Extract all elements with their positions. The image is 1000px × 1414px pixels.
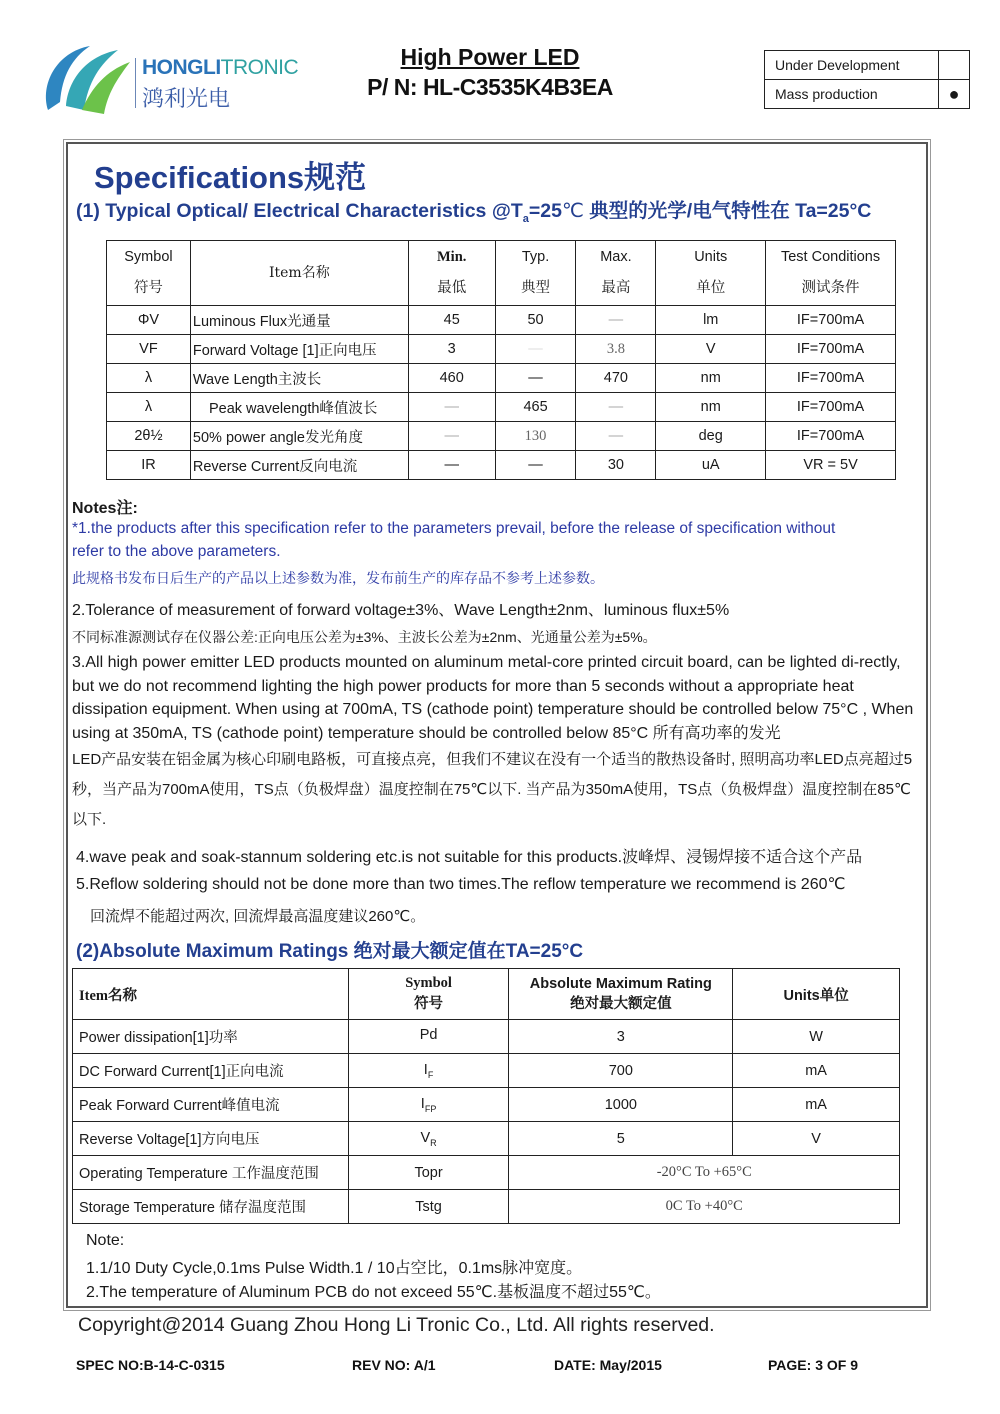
col-symbol: Symbol 符号	[107, 241, 191, 306]
footer-spec-no: SPEC NO:B-14-C-0315	[76, 1357, 225, 1373]
table-row	[73, 1122, 900, 1156]
cell-typ: —	[495, 335, 576, 364]
cell-item: Reverse Current反向电流	[190, 451, 408, 480]
table-row	[73, 1156, 900, 1190]
section1-title: (1) Typical Optical/ Electrical Characteristics $@T_a=25℃$ 典型的光学/电气特性在 Ta=25°C	[76, 200, 872, 225]
cell-cond: IF=700mA	[766, 393, 896, 422]
ratings-note-1: 1.1/10 Duty Cycle,0.1ms Pulse Width.1 / 10占空比，0.1ms脉冲宽度。	[86, 1260, 583, 1277]
table-row	[107, 306, 896, 335]
note1-cn: 此规格书发布日后生产的产品以上述参数为准，发布前生产的库存品不参考上述参数。	[72, 570, 604, 586]
cell-units: nm	[656, 393, 766, 422]
table-row	[107, 364, 896, 393]
cell-rating: 1000	[509, 1088, 733, 1122]
ratings-note-2: 2.The temperature of Aluminum PCB do not exceed 55℃.基板温度不超过55℃。	[86, 1284, 661, 1301]
cell-max: 470	[576, 364, 656, 393]
cell-symbol: Tstg	[348, 1190, 509, 1224]
cell-units: deg	[656, 422, 766, 451]
cell-units: uA	[656, 451, 766, 480]
note2-cn: 不同标准源测试存在仪器公差:正向电压公差为±3%、主波长公差为±2nm、光通量公差为±5%。	[72, 629, 657, 645]
table-row	[73, 1054, 900, 1088]
cell-units: W	[733, 1020, 900, 1054]
logo-emblem-icon	[38, 40, 134, 124]
status-row	[765, 80, 970, 109]
cell-item: Storage Temperature 储存温度范围	[73, 1190, 349, 1224]
cell-units: mA	[733, 1054, 900, 1088]
cell-units: V	[733, 1122, 900, 1156]
cell-units: nm	[656, 364, 766, 393]
cell-min: —	[408, 451, 495, 480]
table-row	[73, 1020, 900, 1054]
col-conditions: Test Conditions 测试条件	[766, 241, 896, 306]
cell-symbol: $I_{FP}$	[348, 1088, 509, 1122]
cell-max: 3.8	[576, 335, 656, 364]
table-row	[107, 393, 896, 422]
col-symbol: Symbol 符号	[348, 969, 509, 1020]
note1-line2: refer to the above parameters.	[72, 543, 281, 560]
status-mark-filled: ●	[939, 80, 970, 109]
col-item: Item名称	[190, 241, 408, 306]
cell-item: Peak wavelength峰值波长	[190, 393, 408, 422]
note1-line1: *1.the products after this specification refer to the parameters prevail, before the release of specification without	[72, 520, 836, 537]
part-number: P/ N: HL-C3535K4B3EA	[367, 74, 613, 100]
cell-max: —	[576, 306, 656, 335]
cell-item: Reverse Voltage[1]方向电压	[73, 1122, 349, 1156]
cell-typ: 50	[495, 306, 576, 335]
table-row	[107, 451, 896, 480]
cell-units: mA	[733, 1088, 900, 1122]
notes-heading: Notes注:	[72, 500, 138, 517]
cell-min: —	[408, 393, 495, 422]
cell-min: 45	[408, 306, 495, 335]
footer-date: DATE: May/2015	[554, 1357, 662, 1373]
note5-cn: 回流焊不能超过两次, 回流焊最高温度建议260℃。	[90, 908, 426, 925]
doc-title: High Power LED	[400, 44, 580, 70]
cell-symbol: Pd	[348, 1020, 509, 1054]
cell-typ: —	[495, 451, 576, 480]
col-typ: Typ. 典型	[495, 241, 576, 306]
status-row	[765, 51, 970, 80]
optical-characteristics-table	[106, 240, 896, 480]
note5: 5.Reflow soldering should not be done more than two times.The reflow temperature we recommend is 260℃	[76, 876, 846, 893]
cell-max: —	[576, 422, 656, 451]
col-max: Max. 最高	[576, 241, 656, 306]
cell-rating: 0C To +40°C	[509, 1190, 900, 1224]
cell-units: V	[656, 335, 766, 364]
cell-min: —	[408, 422, 495, 451]
cell-units: lm	[656, 306, 766, 335]
cell-item: DC Forward Current[1]正向电流	[73, 1054, 349, 1088]
cell-rating: 700	[509, 1054, 733, 1088]
cell-item: 50% power angle发光角度	[190, 422, 408, 451]
table-row	[107, 335, 896, 364]
cell-typ: —	[495, 364, 576, 393]
cell-cond: IF=700mA	[766, 335, 896, 364]
cell-symbol: $V_R$	[348, 1122, 509, 1156]
note3: 3.All high power emitter LED products mounted on aluminum metal-core printed circuit board, can be lighted di-rectly, but we do not recommend lighting the high power products for more than 5 seconds without a appropriate heat dissipation equipment. When using at 700mA, TS (cathode point) temperature should be controlled below 75°C , When using at 350mA, TS (cathode point) temperature should be controlled below 85°C 所有高功率的发光 LED产品安装在铝金属为核心印刷电路板，可直接点亮，但我们不建议在没有一个适当的散热设备时, 照明高功率LED点亮超过5秒，当产品为700mA使用，TS点（负极焊盘）温度控制在75℃以下. 当产品为350mA使用，TS点（负极焊盘）温度控制在85℃以下.	[72, 651, 920, 835]
cell-item: Luminous Flux光通量	[190, 306, 408, 335]
table-header-row	[73, 969, 900, 1020]
cell-symbol: λ	[107, 393, 191, 422]
col-units: Units单位	[733, 969, 900, 1020]
page-title: Specifications规范	[94, 160, 367, 195]
table-row	[73, 1088, 900, 1122]
col-rating: Absolute Maximum Rating 绝对最大额定值	[509, 969, 733, 1020]
status-label: Mass production	[765, 80, 939, 109]
cell-rating: 5	[509, 1122, 733, 1156]
section2-title: (2)Absolute Maximum Ratings 绝对最大额定值在TA=25°C	[76, 941, 584, 962]
col-units: Units 单位	[656, 241, 766, 306]
table-row	[73, 1190, 900, 1224]
cell-symbol: 2θ½	[107, 422, 191, 451]
cell-rating: 3	[509, 1020, 733, 1054]
note4: 4.wave peak and soak-stannum soldering etc.is not suitable for this products.波峰焊、浸锡焊接不适合这个产品	[76, 849, 863, 866]
absolute-max-ratings-table	[72, 968, 900, 1224]
cell-item: Forward Voltage [1]正向电压	[190, 335, 408, 364]
status-label: Under Development	[765, 51, 939, 80]
col-min: Min. 最低	[408, 241, 495, 306]
cell-symbol: VF	[107, 335, 191, 364]
status-mark	[939, 51, 970, 80]
cell-symbol: $I_F$	[348, 1054, 509, 1088]
company-logo	[38, 40, 308, 120]
cell-item: Operating Temperature 工作温度范围	[73, 1156, 349, 1190]
cell-max: 30	[576, 451, 656, 480]
ratings-note-heading: Note:	[86, 1232, 125, 1249]
cell-typ: 465	[495, 393, 576, 422]
cell-symbol: λ	[107, 364, 191, 393]
copyright: Copyright@2014 Guang Zhou Hong Li Tronic Co., Ltd. All rights reserved.	[78, 1314, 715, 1336]
cell-min: 460	[408, 364, 495, 393]
cell-item: Peak Forward Current峰值电流	[73, 1088, 349, 1122]
cell-symbol: Topr	[348, 1156, 509, 1190]
cell-typ: 130	[495, 422, 576, 451]
note2: 2.Tolerance of measurement of forward voltage±3%、Wave Length±2nm、luminous flux±5%	[72, 602, 730, 619]
cell-item: Wave Length主波长	[190, 364, 408, 393]
footer-rev-no: REV NO: A/1	[352, 1357, 436, 1373]
cell-symbol: IR	[107, 451, 191, 480]
cell-cond: VR = 5V	[766, 451, 896, 480]
cell-cond: IF=700mA	[766, 364, 896, 393]
cell-min: 3	[408, 335, 495, 364]
footer-page: PAGE: 3 OF 9	[768, 1357, 858, 1373]
cell-max: —	[576, 393, 656, 422]
cell-item: Power dissipation[1]功率	[73, 1020, 349, 1054]
logo-text-en: HONGLITRONIC	[142, 56, 299, 79]
table-row	[107, 422, 896, 451]
production-status-table	[764, 50, 970, 109]
cell-cond: IF=700mA	[766, 306, 896, 335]
cell-symbol: ΦV	[107, 306, 191, 335]
table-header-row	[107, 241, 896, 306]
logo-text-cn: 鸿利光电	[142, 87, 231, 112]
note3-cn: LED产品安装在铝金属为核心印刷电路板，可直接点亮，但我们不建议在没有一个适当的散热设备时, 照明高功率LED点亮超过5秒，当产品为700mA使用，TS点（负极焊盘）温度控制在75℃以下. 当产品为350mA使用，TS点（负极焊盘）温度控制在85℃以下.	[72, 751, 913, 828]
cell-rating: -20°C To +65°C	[509, 1156, 900, 1190]
cell-cond: IF=700mA	[766, 422, 896, 451]
col-item: Item名称	[73, 969, 349, 1020]
